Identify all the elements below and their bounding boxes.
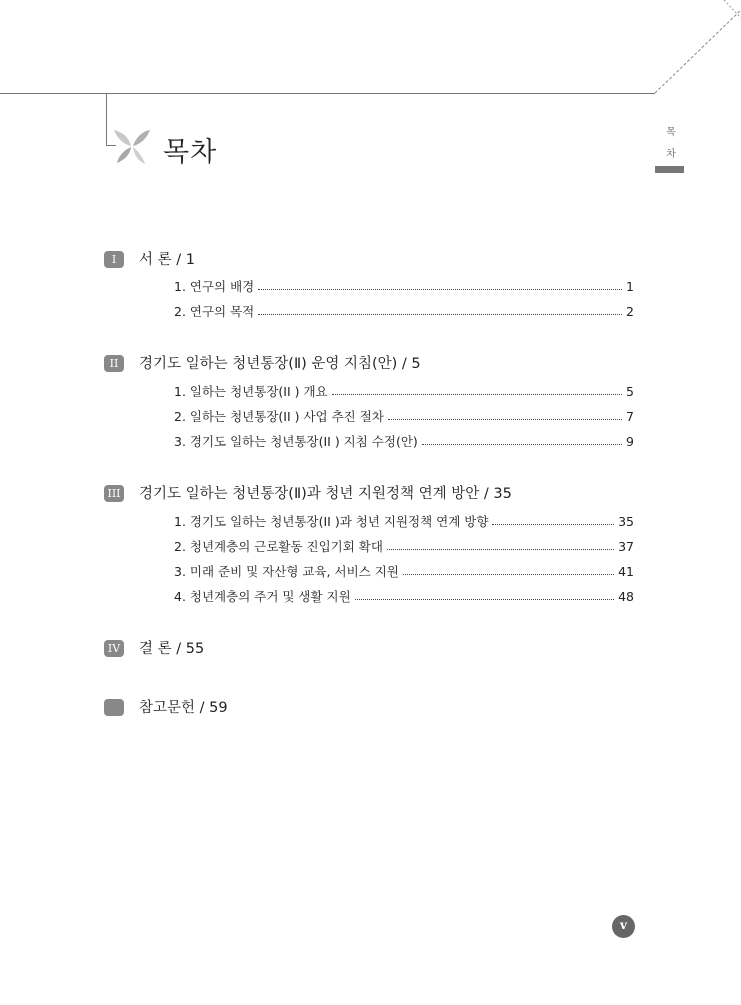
roman-badge: II bbox=[104, 355, 124, 372]
section-title[interactable]: 경기도 일하는 청년통장(Ⅱ)과 청년 지원정책 연계 방안 / 35 bbox=[139, 486, 512, 502]
toc-entry[interactable] bbox=[174, 537, 634, 555]
leaf-logo-icon bbox=[112, 126, 152, 166]
entry-page: 2 bbox=[626, 303, 634, 319]
entry-page: 7 bbox=[626, 408, 634, 424]
page-title: 목차 bbox=[163, 137, 218, 168]
toc-entry[interactable] bbox=[174, 382, 634, 400]
entry-label: 1. 경기도 일하는 청년통장(II )과 청년 지원정책 연계 방향 bbox=[174, 514, 489, 529]
side-tab-char: 차 bbox=[666, 149, 676, 160]
entry-label: 4. 청년계층의 주거 및 생활 지원 bbox=[174, 589, 351, 604]
entry-page: 48 bbox=[618, 588, 634, 604]
entry-page: 37 bbox=[618, 538, 634, 554]
section-title[interactable]: 참고문헌 / 59 bbox=[139, 700, 228, 716]
entry-label: 1. 연구의 배경 bbox=[174, 279, 255, 294]
dot-leader bbox=[388, 419, 622, 420]
entry-page: 5 bbox=[626, 383, 634, 399]
section-title[interactable]: 경기도 일하는 청년통장(Ⅱ) 운영 지침(안) / 5 bbox=[139, 356, 421, 372]
toc-entry[interactable] bbox=[174, 407, 634, 425]
dot-leader bbox=[387, 549, 614, 550]
toc-entry[interactable] bbox=[174, 432, 634, 450]
entry-page: 35 bbox=[618, 513, 634, 529]
roman-badge: IV bbox=[104, 640, 124, 657]
entry-label: 3. 미래 준비 및 자산형 교육, 서비스 지원 bbox=[174, 564, 399, 579]
section-title[interactable]: 서 론 / 1 bbox=[139, 252, 195, 268]
toc-entry[interactable] bbox=[174, 512, 634, 530]
entry-label: 2. 연구의 목적 bbox=[174, 304, 255, 319]
entry-label: 2. 청년계층의 근로활동 진입기회 확대 bbox=[174, 539, 383, 554]
toc-entry[interactable] bbox=[174, 277, 634, 295]
entry-page: 1 bbox=[626, 278, 634, 294]
toc-entry[interactable] bbox=[174, 562, 634, 580]
dot-leader bbox=[332, 394, 622, 395]
section-title[interactable]: 결 론 / 55 bbox=[139, 641, 205, 657]
side-tab-char: 목 bbox=[666, 127, 676, 138]
entry-page: 9 bbox=[626, 433, 634, 449]
dot-leader bbox=[422, 444, 622, 445]
dot-leader bbox=[403, 574, 614, 575]
side-tab-bar bbox=[655, 166, 684, 173]
dot-leader bbox=[355, 599, 614, 600]
entry-page: 41 bbox=[618, 563, 634, 579]
roman-badge: I bbox=[104, 251, 124, 268]
entry-label: 2. 일하는 청년통장(II ) 사업 추진 절차 bbox=[174, 409, 384, 424]
page-number: v bbox=[612, 915, 635, 938]
blank-badge bbox=[104, 699, 124, 716]
dot-leader bbox=[258, 289, 622, 290]
toc-entry[interactable] bbox=[174, 587, 634, 605]
roman-badge: III bbox=[104, 485, 124, 502]
entry-label: 3. 경기도 일하는 청년통장(II ) 지침 수정(안) bbox=[174, 434, 418, 449]
dot-leader bbox=[258, 314, 622, 315]
entry-label: 1. 일하는 청년통장(II ) 개요 bbox=[174, 384, 328, 399]
dot-leader bbox=[492, 524, 614, 525]
side-tab bbox=[660, 122, 682, 166]
toc-entry[interactable] bbox=[174, 302, 634, 320]
